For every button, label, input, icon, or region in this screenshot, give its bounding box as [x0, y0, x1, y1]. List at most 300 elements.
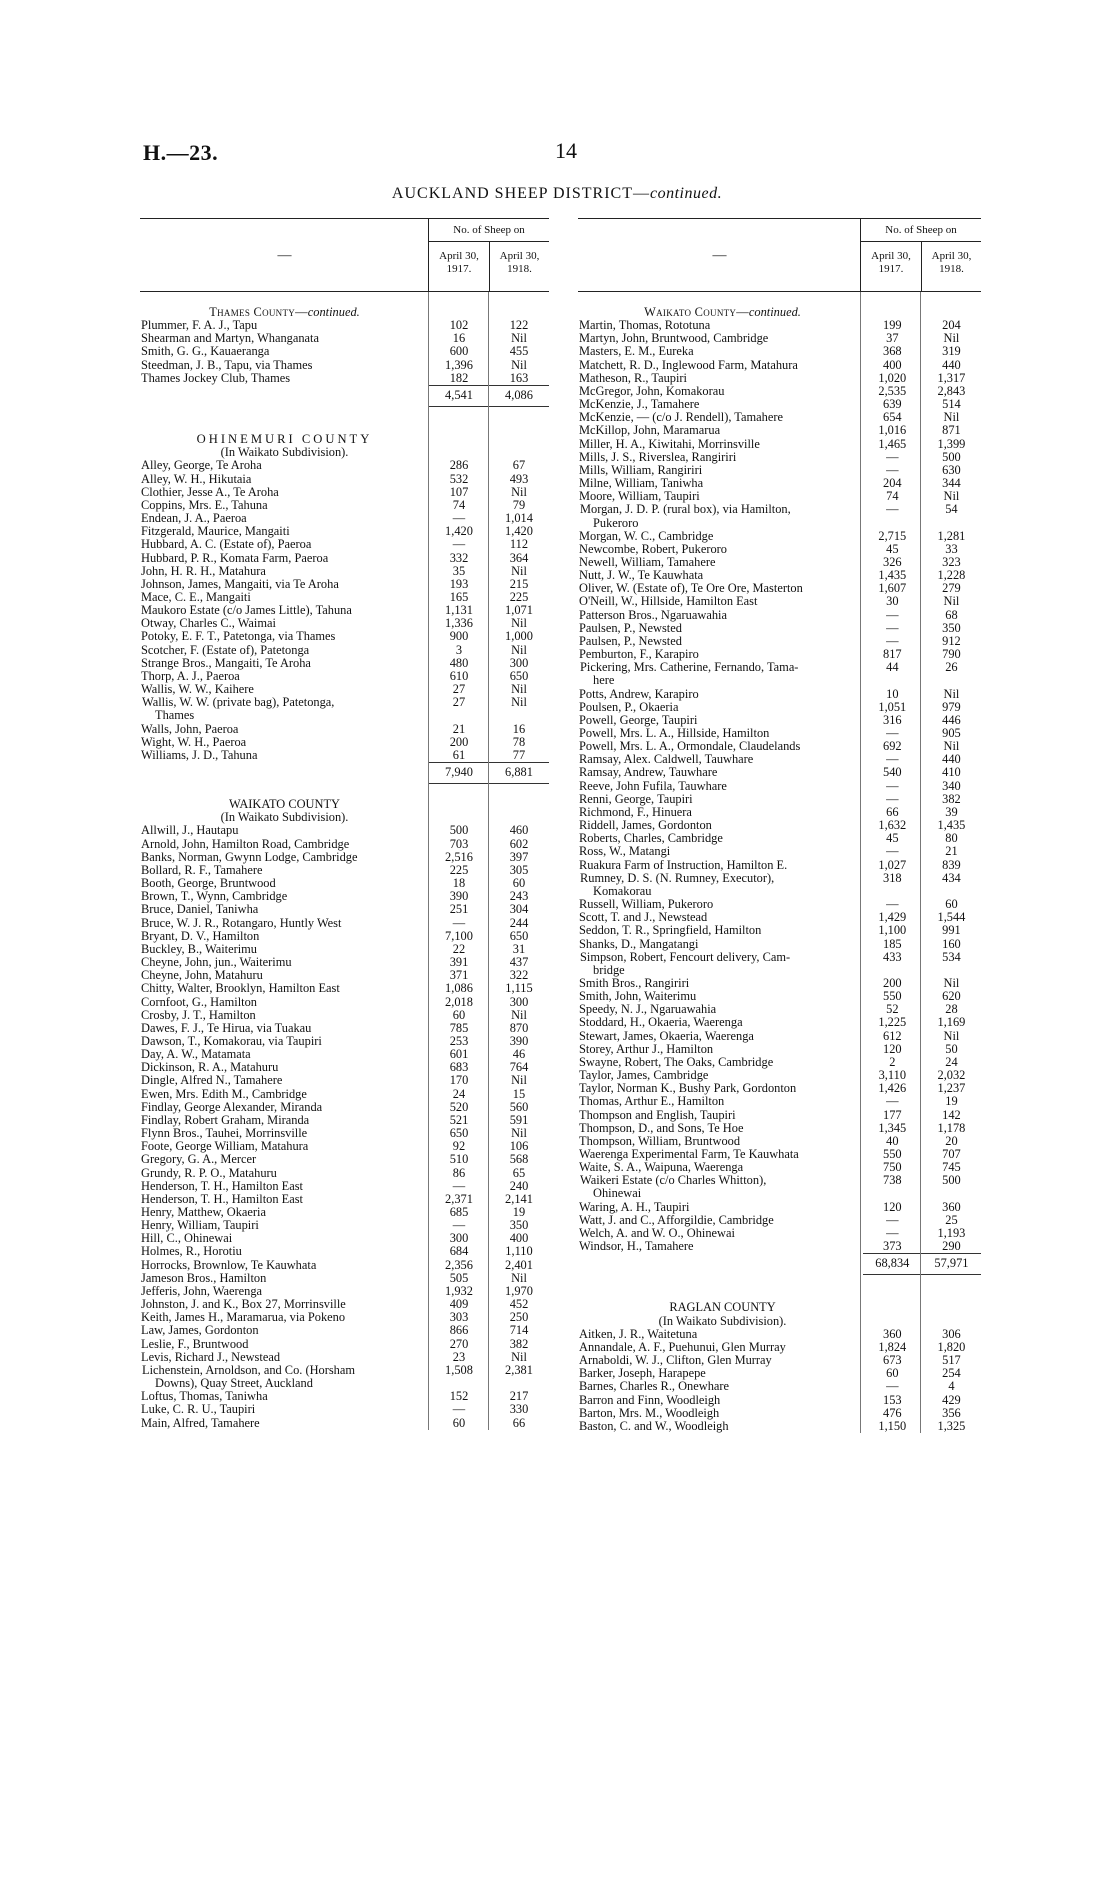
table-row [140, 1285, 549, 1298]
sheep-1918: 122 [509, 318, 529, 333]
sheep-1918: 2,401 [505, 1257, 533, 1272]
owner-name-line: Martin, Thomas, Rototuna [579, 319, 711, 333]
owner-name [140, 538, 429, 551]
owner-name [578, 398, 863, 411]
owner-name-line: Oliver, W. (Estate of), Te Ore Ore, Masterton [579, 582, 803, 596]
owner-name-line: Martyn, John, Bruntwood, Cambridge [579, 332, 769, 346]
sheep-1918: 2,381 [505, 1362, 533, 1377]
table-row [578, 1174, 981, 1200]
owner-name [578, 490, 863, 503]
sheep-1918: 871 [942, 423, 961, 438]
sheep-1917: 7,100 [445, 928, 473, 943]
owner-name-line: Bryant, D. V., Hamilton [141, 929, 260, 943]
owner-name-line: Waite, S. A., Waipuna, Waerenga [579, 1161, 744, 1175]
county-name: Waikato County— [644, 305, 749, 319]
county-heading: OHINEMURI COUNTY [196, 432, 373, 447]
table-row [140, 644, 549, 657]
table-row [140, 723, 549, 736]
sheep-1918: 24 [945, 1054, 958, 1069]
sheep-1918: 322 [509, 968, 529, 983]
sheep-1917: 170 [449, 1073, 469, 1088]
table-row [578, 1214, 981, 1227]
owner-name [140, 1417, 429, 1430]
table-row [578, 1082, 981, 1095]
sheep-1918: 434 [942, 870, 961, 885]
sheep-1917: 177 [883, 1107, 902, 1122]
owner-name [578, 1328, 863, 1341]
title-main: AUCKLAND SHEEP DISTRICT— [391, 185, 650, 202]
owner-name-line: Reeve, John Fufila, Tauwhare [579, 779, 727, 793]
sheep-1917: 3,110 [878, 1068, 907, 1083]
sheep-1918: 15 [512, 1086, 526, 1101]
owner-name-line: Baston, C. and W., Woodleigh [579, 1419, 729, 1433]
owner-name [578, 609, 863, 622]
sheep-1917: 120 [883, 1041, 902, 1056]
sheep-1917: 332 [449, 550, 469, 565]
sheep-1917: 391 [449, 955, 469, 970]
owner-name-line: Smith Bros., Rangiriri [579, 976, 690, 990]
table-row [578, 398, 981, 411]
owner-name [140, 838, 429, 851]
owner-name [140, 917, 429, 930]
table-row [578, 556, 981, 569]
sheep-1918: 1,000 [505, 629, 533, 644]
owner-name-line: Paulsen, P., Newsted [579, 634, 682, 648]
owner-name [578, 1082, 863, 1095]
owner-name-line: Smith, G. G., Kauaeranga [141, 345, 270, 359]
table-row [578, 530, 981, 543]
sheep-1918: 397 [509, 849, 529, 864]
owner-name [140, 1324, 429, 1337]
owner-name-line: Powell, Mrs. L. A., Hillside, Hamilton [579, 727, 770, 740]
sheep-1917: 286 [449, 458, 469, 473]
sheep-1918: 714 [509, 1323, 529, 1338]
sheep-1917: 1,150 [878, 1418, 907, 1433]
owner-name-line: Poulsen, P., Okaeria [579, 700, 679, 714]
sheep-1918: 356 [942, 1405, 961, 1420]
header-dash: — [277, 248, 292, 263]
sheep-1918: 440 [942, 752, 961, 767]
sheep-1918: Nil [943, 739, 960, 754]
owner-name [140, 644, 429, 657]
sheep-1918: 215 [509, 576, 529, 591]
sheep-1918: 350 [509, 1218, 529, 1233]
sheep-1917: 360 [883, 1326, 902, 1341]
table-row [578, 1380, 981, 1393]
owner-name [578, 1201, 863, 1214]
sheep-1918: 979 [942, 699, 961, 714]
sheep-1918: Nil [943, 1028, 960, 1043]
total-label-spacer [140, 385, 429, 407]
page-reference: H.—23. [143, 140, 219, 165]
table-row [140, 1022, 549, 1035]
sheep-1917: 371 [449, 968, 469, 983]
sheep-1918: 514 [942, 397, 961, 412]
owner-name-line: Riddell, James, Gordonton [579, 819, 712, 833]
owner-name-line: Johnson, James, Mangaiti, via Te Aroha [141, 577, 339, 591]
owner-name [140, 1022, 429, 1035]
owner-name-line: Taylor, Norman K., Bushy Park, Gordonton [579, 1082, 797, 1096]
sheep-1918: 31 [512, 941, 526, 956]
owner-name [578, 1380, 863, 1393]
sheep-1918: 279 [942, 581, 961, 596]
left-table-header [140, 218, 549, 292]
sheep-1917: 86 [452, 1165, 466, 1180]
owner-name-line: Barker, Joseph, Harapepe [579, 1367, 706, 1381]
table-row [578, 648, 981, 661]
owner-name [140, 1259, 429, 1272]
subdivision-note: (In Waikato Subdivision). [658, 1313, 787, 1328]
sheep-1918: Nil [511, 1073, 527, 1088]
sheep-1917: 40 [886, 1133, 899, 1148]
owner-name [140, 864, 429, 877]
table-row [140, 1167, 549, 1180]
total-row [140, 385, 549, 407]
header-sheep-group [860, 219, 981, 291]
sheep-1917: 1,345 [878, 1120, 907, 1135]
owner-name-line: Waerenga Experimental Farm, Te Kauwhata [579, 1148, 799, 1161]
owner-name-line: Leslie, F., Bruntwood [141, 1337, 249, 1351]
sheep-1918: 67 [512, 458, 526, 473]
table-row [140, 1403, 549, 1416]
owner-name-line: Ewen, Mrs. Edith M., Cambridge [141, 1087, 307, 1101]
owner-name [140, 332, 429, 345]
owner-name-line: Fitzgerald, Maurice, Mangaiti [141, 525, 290, 539]
owner-name [578, 543, 863, 556]
owner-name-line: Levis, Richard J., Newstead [141, 1350, 281, 1364]
table-row [578, 845, 981, 858]
sheep-1918: Nil [511, 695, 527, 710]
sheep-1917: 390 [449, 889, 469, 904]
owner-name-line: Bollard, R. F., Tamahere [141, 863, 263, 877]
table-row [578, 595, 981, 608]
owner-name [140, 1180, 429, 1193]
owner-name-line: Coppins, Mrs. E., Tahuna [141, 498, 268, 512]
owner-name [578, 477, 863, 490]
owner-name [578, 1095, 863, 1108]
sheep-1917: 866 [449, 1323, 469, 1338]
sheep-1917: 1,396 [445, 357, 473, 372]
owner-name-line: Jameson Bros., Hamilton [141, 1271, 267, 1285]
table-row [140, 969, 549, 982]
sheep-1918: Nil [511, 616, 527, 631]
owner-name [140, 982, 429, 995]
owner-name [140, 1338, 429, 1351]
owner-name [140, 1009, 429, 1022]
owner-name-line: Hubbard, P. R., Komata Farm, Paeroa [141, 551, 329, 565]
owner-name [140, 359, 429, 372]
owner-name-line: Mace, C. E., Mangaiti [141, 590, 251, 604]
sheep-1917: 1,508 [445, 1362, 473, 1377]
sheep-1918: Nil [511, 682, 527, 697]
sheep-1918: 60 [945, 897, 958, 912]
owner-name [140, 1061, 429, 1074]
right-table-body [578, 306, 981, 1433]
owner-name-line: Arnaboldi, W. J., Clifton, Glen Murray [579, 1354, 772, 1368]
owner-name [578, 622, 863, 635]
owner-name-line: Scotcher, F. (Estate of), Patetonga [141, 643, 310, 657]
table-row [578, 319, 981, 332]
sheep-1917: 550 [883, 1147, 902, 1161]
owner-name-line: Jefferis, John, Waerenga [141, 1284, 263, 1298]
sheep-1918: 2,032 [937, 1068, 966, 1083]
owner-name [578, 859, 863, 872]
owner-name-continuation: Downs), Quay Street, Auckland [155, 1376, 313, 1391]
sheep-1917: 600 [449, 344, 469, 359]
owner-name-line: Barron and Finn, Woodleigh [579, 1393, 721, 1407]
sheep-1917: 52 [886, 1002, 899, 1017]
table-row [578, 359, 981, 372]
total-1917: 7,940 [429, 762, 489, 784]
owner-name-line: Maukoro Estate (c/o James Little), Tahuna [141, 604, 352, 618]
sheep-1917: 193 [449, 576, 469, 591]
sheep-1917: 409 [449, 1297, 469, 1312]
owner-name-line: Steedman, J. B., Tapu, via Thames [141, 358, 313, 372]
owner-name-line: Cheyne, John, jun., Waiterimu [141, 956, 292, 970]
table-row [578, 977, 981, 990]
table-row [140, 824, 549, 837]
owner-name-continuation: Pukeroro [593, 515, 639, 530]
sheep-1918: Nil [943, 331, 960, 346]
sheep-1917: 1,027 [878, 857, 907, 872]
sheep-1917: — [886, 449, 899, 464]
owner-name [140, 890, 429, 903]
owner-name [578, 701, 863, 714]
table-row [578, 1016, 981, 1029]
sheep-1917: 45 [886, 541, 899, 556]
owner-name [140, 1364, 429, 1390]
sheep-1918: 112 [509, 537, 529, 552]
table-row [578, 924, 981, 937]
sheep-1918: 1,970 [505, 1283, 533, 1298]
table-row [578, 385, 981, 398]
sheep-1917: 2,535 [878, 383, 907, 398]
sheep-1917: 44 [886, 660, 899, 675]
table-row [140, 749, 549, 762]
table-row [140, 890, 549, 903]
table-row [578, 582, 981, 595]
sheep-1918: 2,141 [505, 1191, 533, 1206]
sheep-1917: 16 [452, 331, 466, 346]
sheep-1918: Nil [511, 642, 527, 657]
section-gap [140, 407, 549, 433]
sheep-1917: 1,086 [445, 981, 473, 996]
owner-name [140, 591, 429, 604]
owner-name-line: Bruce, W. J. R., Rotangaro, Huntly West [141, 916, 342, 930]
table-row [140, 604, 549, 617]
sheep-1918: 65 [512, 1165, 526, 1180]
sheep-1918: 1,115 [505, 981, 533, 996]
sheep-1918: 1,110 [505, 1244, 533, 1259]
table-row [578, 701, 981, 714]
table-row [140, 372, 549, 385]
owner-name [140, 670, 429, 683]
sheep-1918: Nil [511, 357, 527, 372]
owner-name-line: Ruakura Farm of Instruction, Hamilton E. [579, 858, 788, 872]
owner-name-line: Clothier, Jesse A., Te Aroha [141, 485, 279, 499]
owner-name-line: Wallis, W. W. (private bag), Patetonga, [142, 696, 335, 710]
sheep-1918: 39 [945, 804, 958, 819]
header-dash: — [712, 248, 727, 263]
owner-name [578, 977, 863, 990]
owner-name [578, 1003, 863, 1016]
total-1917: 4,541 [429, 385, 489, 407]
sheep-1917: 1,131 [445, 603, 473, 618]
table-row [140, 1153, 549, 1166]
owner-name [140, 1272, 429, 1285]
table-row [140, 565, 549, 578]
table-row [578, 1240, 981, 1253]
sheep-1918: 517 [942, 1353, 961, 1368]
sheep-1918: Nil [511, 331, 527, 346]
sheep-1917: 153 [883, 1392, 902, 1407]
sheep-1918: 330 [509, 1402, 529, 1417]
table-row [140, 1114, 549, 1127]
sheep-1917: 165 [449, 589, 469, 604]
owner-name-line: Endean, J. A., Paeroa [141, 512, 247, 526]
owner-name [578, 832, 863, 845]
table-row [578, 990, 981, 1003]
owner-name-line: Henry, William, Taupiri [141, 1219, 259, 1233]
owner-name [140, 877, 429, 890]
owner-name [578, 359, 863, 372]
table-row [140, 1035, 549, 1048]
sheep-1917: 74 [886, 489, 899, 504]
header-year-1917: April 30, 1917. [871, 250, 911, 275]
sheep-1917: 1,429 [878, 910, 907, 925]
sheep-1918: 1,399 [937, 436, 966, 451]
owner-name [578, 1240, 863, 1253]
sheep-1917: — [886, 620, 899, 635]
owner-name-line: Walls, John, Paeroa [141, 722, 239, 736]
sheep-1918: 591 [509, 1112, 529, 1127]
table-row [578, 1420, 981, 1433]
sheep-1918: 650 [509, 928, 529, 943]
county-heading [578, 306, 867, 319]
owner-name [140, 1285, 429, 1298]
sheep-1917: 368 [883, 344, 902, 359]
table-row [578, 1354, 981, 1367]
sheep-1917: — [886, 791, 899, 806]
owner-name-line: Moore, William, Taupiri [579, 490, 700, 504]
table-row [140, 1311, 549, 1324]
owner-name [140, 552, 429, 565]
owner-name-line: Main, Alfred, Tamahere [141, 1416, 260, 1430]
owner-name [578, 464, 863, 477]
owner-name-line: Stoddard, H., Okaeria, Waerenga [579, 1016, 743, 1030]
sheep-1917: 45 [886, 831, 899, 846]
owner-name-line: Bruce, Daniel, Taniwha [141, 903, 259, 917]
total-1918: 57,971 [922, 1253, 981, 1275]
sheep-1917: — [886, 778, 899, 793]
owner-name [140, 1088, 429, 1101]
owner-name [140, 824, 429, 837]
sheep-1917: 92 [452, 1139, 466, 1154]
owner-name [140, 525, 429, 538]
owner-name [578, 727, 863, 740]
sheep-1917: 251 [449, 902, 469, 917]
sheep-1917: 3 [455, 642, 463, 657]
table-row [140, 538, 549, 551]
sheep-1917: 654 [883, 410, 902, 425]
sheep-1917: 10 [886, 686, 899, 701]
sheep-1917: — [886, 1212, 899, 1227]
sheep-1917: 107 [449, 484, 469, 499]
table-row [578, 438, 981, 451]
title-continued: continued. [649, 185, 723, 202]
sheep-1917: — [886, 1094, 899, 1109]
owner-name [140, 956, 429, 969]
owner-name [578, 385, 863, 398]
owner-name-line: Holmes, R., Horotiu [141, 1245, 242, 1259]
owner-name [578, 1016, 863, 1029]
owner-name-line: Wight, W. H., Paeroa [141, 735, 247, 749]
owner-name-line: Hubbard, A. C. (Estate of), Paeroa [141, 538, 312, 552]
owner-name-line: Powell, Mrs. L. A., Ormondale, Claudelands [579, 740, 801, 754]
table-row [140, 1232, 549, 1245]
sheep-1918: 16 [512, 721, 526, 736]
sheep-1918: 500 [942, 449, 961, 464]
owner-name [140, 851, 429, 864]
sheep-1918: 560 [509, 1099, 529, 1114]
sheep-1918: 26 [945, 660, 958, 675]
owner-name-line: McKenzie, — (c/o J. Rendell), Tamahere [579, 411, 783, 425]
owner-name-line: Henderson, T. H., Hamilton East [141, 1192, 303, 1206]
owner-name [140, 1035, 429, 1048]
table-row [578, 872, 981, 898]
owner-name [578, 345, 863, 358]
owner-name-line: Potts, Andrew, Karapiro [579, 687, 699, 701]
table-row [578, 832, 981, 845]
sheep-1918: 905 [942, 726, 961, 740]
owner-name-line: Pemburton, F., Karapiro [579, 648, 699, 662]
owner-name-line: Newell, William, Tamahere [579, 555, 716, 569]
owner-name [140, 657, 429, 670]
owner-name-continuation: here [593, 673, 615, 688]
table-row [140, 499, 549, 512]
owner-name-line: Renni, George, Taupiri [579, 792, 693, 806]
table-row [578, 806, 981, 819]
sheep-1917: — [886, 726, 899, 740]
owner-name-line: Alley, George, Te Aroha [141, 459, 262, 473]
table-row [140, 683, 549, 696]
owner-name [578, 1109, 863, 1122]
owner-name-line: Henry, Matthew, Okaeria [141, 1206, 267, 1219]
sheep-1917: 1,426 [878, 1081, 907, 1096]
sheep-1918: 304 [509, 902, 529, 917]
sheep-1918: 1,014 [505, 511, 533, 526]
sheep-1918: Nil [511, 1007, 527, 1022]
sheep-1918: 77 [512, 747, 526, 762]
owner-name [578, 1122, 863, 1135]
owner-name-line: Stewart, James, Okaeria, Waerenga [579, 1029, 754, 1043]
table-row [140, 552, 549, 565]
owner-name-line: Shanks, D., Mangatangi [579, 937, 699, 951]
sheep-1917: — [886, 502, 899, 517]
owner-name-line: Strange Bros., Mangaiti, Te Aroha [141, 656, 311, 670]
sheep-1918: 364 [509, 550, 529, 565]
owner-name-line: Pickering, Mrs. Catherine, Fernando, Tama- [580, 661, 799, 675]
total-row [140, 762, 549, 784]
owner-name [578, 1069, 863, 1082]
owner-name [578, 845, 863, 858]
sheep-1917: — [886, 633, 899, 648]
owner-name [578, 990, 863, 1003]
sheep-1917: 316 [883, 712, 902, 727]
sheep-1918: 410 [942, 765, 961, 780]
sheep-1917: 300 [449, 1231, 469, 1246]
owner-name-line: Mills, J. S., Riverslea, Rangiriri [579, 450, 737, 464]
